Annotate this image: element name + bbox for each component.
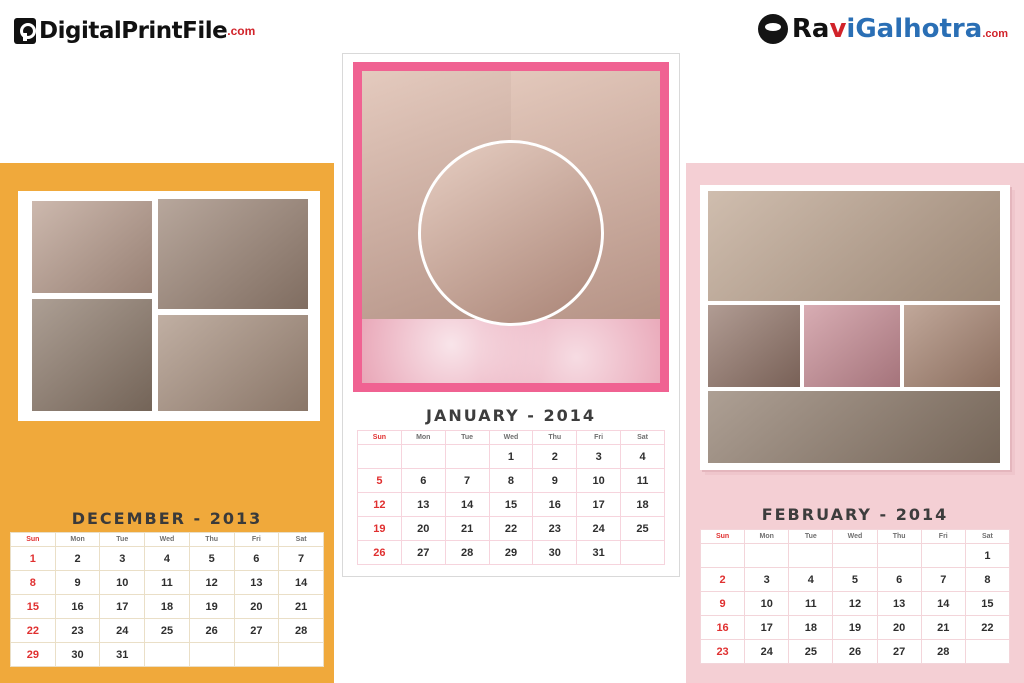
day-cell: 1 [965,544,1009,568]
day-cell: 7 [279,547,324,571]
day-cell: 17 [745,616,789,640]
father-and-baby-photo [32,201,152,293]
logo-right-part2: v [829,14,847,44]
day-cell: 10 [577,469,621,493]
day-cell [701,544,745,568]
day-cell: 7 [921,568,965,592]
table-row [358,541,665,565]
february-panel [686,163,1024,683]
logo-right-part3: iGalhotra [846,14,983,44]
weekday-fri: Fri [577,431,621,445]
logo-right-suffix: .com [982,28,1008,40]
day-cell: 10 [100,571,145,595]
february-photo-collage [700,185,1010,470]
day-cell: 4 [789,568,833,592]
digitalprintfile-logo[interactable] [14,18,255,44]
printer-icon [14,18,36,44]
day-cell: 11 [789,592,833,616]
table-row [701,568,1010,592]
table-row [11,619,324,643]
day-cell [145,643,190,667]
day-cell: 10 [745,592,789,616]
day-cell: 14 [921,592,965,616]
day-cell [279,643,324,667]
december-grid [10,532,324,667]
day-cell: 27 [234,619,279,643]
table-row [11,643,324,667]
table-row [701,592,1010,616]
weekday-tue: Tue [100,533,145,547]
day-cell: 17 [100,595,145,619]
day-cell: 24 [577,517,621,541]
ravigalhotra-logo[interactable] [758,14,1008,44]
man-with-children-photo [32,299,152,411]
toddler-portrait-photo [904,305,1000,387]
day-cell: 16 [701,616,745,640]
day-cell [745,544,789,568]
table-row [358,469,665,493]
day-cell: 12 [833,592,877,616]
day-cell: 26 [189,619,234,643]
day-cell: 15 [11,595,56,619]
february-calendar [700,505,1010,664]
day-cell: 5 [833,568,877,592]
baby-in-crib-photo [708,191,1000,301]
day-cell: 8 [11,571,56,595]
day-cell: 2 [55,547,100,571]
february-title: FEBRUARY - 2014 [761,505,949,524]
weekday-sat: Sat [279,533,324,547]
december-panel [0,163,334,683]
day-cell [877,544,921,568]
day-cell: 19 [833,616,877,640]
day-cell [789,544,833,568]
day-cell: 4 [145,547,190,571]
day-cell: 20 [234,595,279,619]
day-cell: 31 [100,643,145,667]
day-cell: 6 [877,568,921,592]
table-row [701,616,1010,640]
day-cell: 22 [11,619,56,643]
day-cell: 28 [445,541,489,565]
weekday-sat: Sat [621,431,665,445]
day-cell: 26 [833,640,877,664]
january-title: JANUARY - 2014 [426,406,596,425]
weekday-sun: Sun [11,533,56,547]
day-cell [401,445,445,469]
day-cell: 21 [921,616,965,640]
day-cell: 8 [965,568,1009,592]
toddler-circle-portrait [418,140,604,326]
weekday-mon: Mon [55,533,100,547]
day-cell: 14 [445,493,489,517]
day-cell [921,544,965,568]
day-cell: 1 [489,445,533,469]
day-cell: 27 [401,541,445,565]
february-grid [700,529,1010,664]
day-cell: 23 [533,517,577,541]
weekday-sat: Sat [965,530,1009,544]
weekday-sun: Sun [701,530,745,544]
day-cell: 5 [358,469,402,493]
weekday-sun: Sun [358,431,402,445]
day-cell: 21 [279,595,324,619]
day-cell: 13 [234,571,279,595]
table-row [11,547,324,571]
day-cell: 14 [279,571,324,595]
day-cell: 20 [877,616,921,640]
day-cell [189,643,234,667]
table-row [358,517,665,541]
weekday-mon: Mon [745,530,789,544]
table-row [11,595,324,619]
weekday-thu: Thu [189,533,234,547]
weekday-fri: Fri [234,533,279,547]
day-cell: 18 [789,616,833,640]
january-grid [357,430,665,565]
day-cell [445,445,489,469]
table-row [701,640,1010,664]
day-cell: 30 [55,643,100,667]
day-cell: 6 [401,469,445,493]
day-cell: 26 [358,541,402,565]
face-avatar-icon [758,14,788,44]
day-cell: 21 [445,517,489,541]
day-cell: 29 [11,643,56,667]
logo-left-text: DigitalPrintFile [39,18,228,44]
day-cell [965,640,1009,664]
day-cell: 30 [533,541,577,565]
day-cell: 23 [701,640,745,664]
weekday-tue: Tue [789,530,833,544]
day-cell: 29 [489,541,533,565]
day-cell: 3 [577,445,621,469]
december-calendar [10,509,324,667]
day-cell: 28 [279,619,324,643]
january-panel [343,54,679,576]
boy-with-sunglasses-photo [708,305,800,387]
day-cell: 6 [234,547,279,571]
day-cell [621,541,665,565]
table-row [358,445,665,469]
weekday-wed: Wed [489,431,533,445]
day-cell: 18 [145,595,190,619]
weekday-wed: Wed [145,533,190,547]
day-cell: 16 [533,493,577,517]
weekday-fri: Fri [921,530,965,544]
day-cell: 25 [145,619,190,643]
day-cell: 11 [145,571,190,595]
day-cell: 22 [965,616,1009,640]
day-cell [358,445,402,469]
day-cell: 28 [921,640,965,664]
weekday-tue: Tue [445,431,489,445]
baby-in-car-seat-photo [804,305,900,387]
father-and-toddler-photo [158,315,308,411]
day-cell: 9 [55,571,100,595]
day-cell: 2 [701,568,745,592]
day-cell: 17 [577,493,621,517]
january-photo-collage [353,62,669,392]
day-cell: 13 [401,493,445,517]
january-calendar [357,406,665,565]
day-cell: 4 [621,445,665,469]
day-cell [234,643,279,667]
day-cell: 5 [189,547,234,571]
floral-band [362,319,660,383]
day-cell: 11 [621,469,665,493]
day-cell: 31 [577,541,621,565]
weekday-thu: Thu [877,530,921,544]
day-cell: 8 [489,469,533,493]
day-cell: 2 [533,445,577,469]
day-cell: 3 [745,568,789,592]
day-cell: 24 [745,640,789,664]
day-cell: 9 [533,469,577,493]
boy-with-laptop-photo [708,391,1000,463]
day-cell: 24 [100,619,145,643]
day-cell [833,544,877,568]
day-cell: 15 [965,592,1009,616]
day-cell: 18 [621,493,665,517]
day-cell: 16 [55,595,100,619]
day-cell: 19 [189,595,234,619]
table-row [11,571,324,595]
weekday-wed: Wed [833,530,877,544]
day-cell: 7 [445,469,489,493]
table-row [701,544,1010,568]
day-cell: 12 [358,493,402,517]
father-with-two-sons-photo [158,199,308,309]
day-cell: 22 [489,517,533,541]
day-cell: 15 [489,493,533,517]
weekday-mon: Mon [401,431,445,445]
day-cell: 25 [621,517,665,541]
day-cell: 19 [358,517,402,541]
day-cell: 23 [55,619,100,643]
day-cell: 20 [401,517,445,541]
weekday-thu: Thu [533,431,577,445]
day-cell: 27 [877,640,921,664]
logo-right-part1: Ra [791,14,830,44]
table-row [358,493,665,517]
day-cell: 9 [701,592,745,616]
december-title: DECEMBER - 2013 [71,509,263,528]
logo-left-suffix: .com [227,24,256,38]
day-cell: 13 [877,592,921,616]
december-photo-collage [18,191,320,421]
day-cell: 1 [11,547,56,571]
day-cell: 3 [100,547,145,571]
day-cell: 25 [789,640,833,664]
day-cell: 12 [189,571,234,595]
